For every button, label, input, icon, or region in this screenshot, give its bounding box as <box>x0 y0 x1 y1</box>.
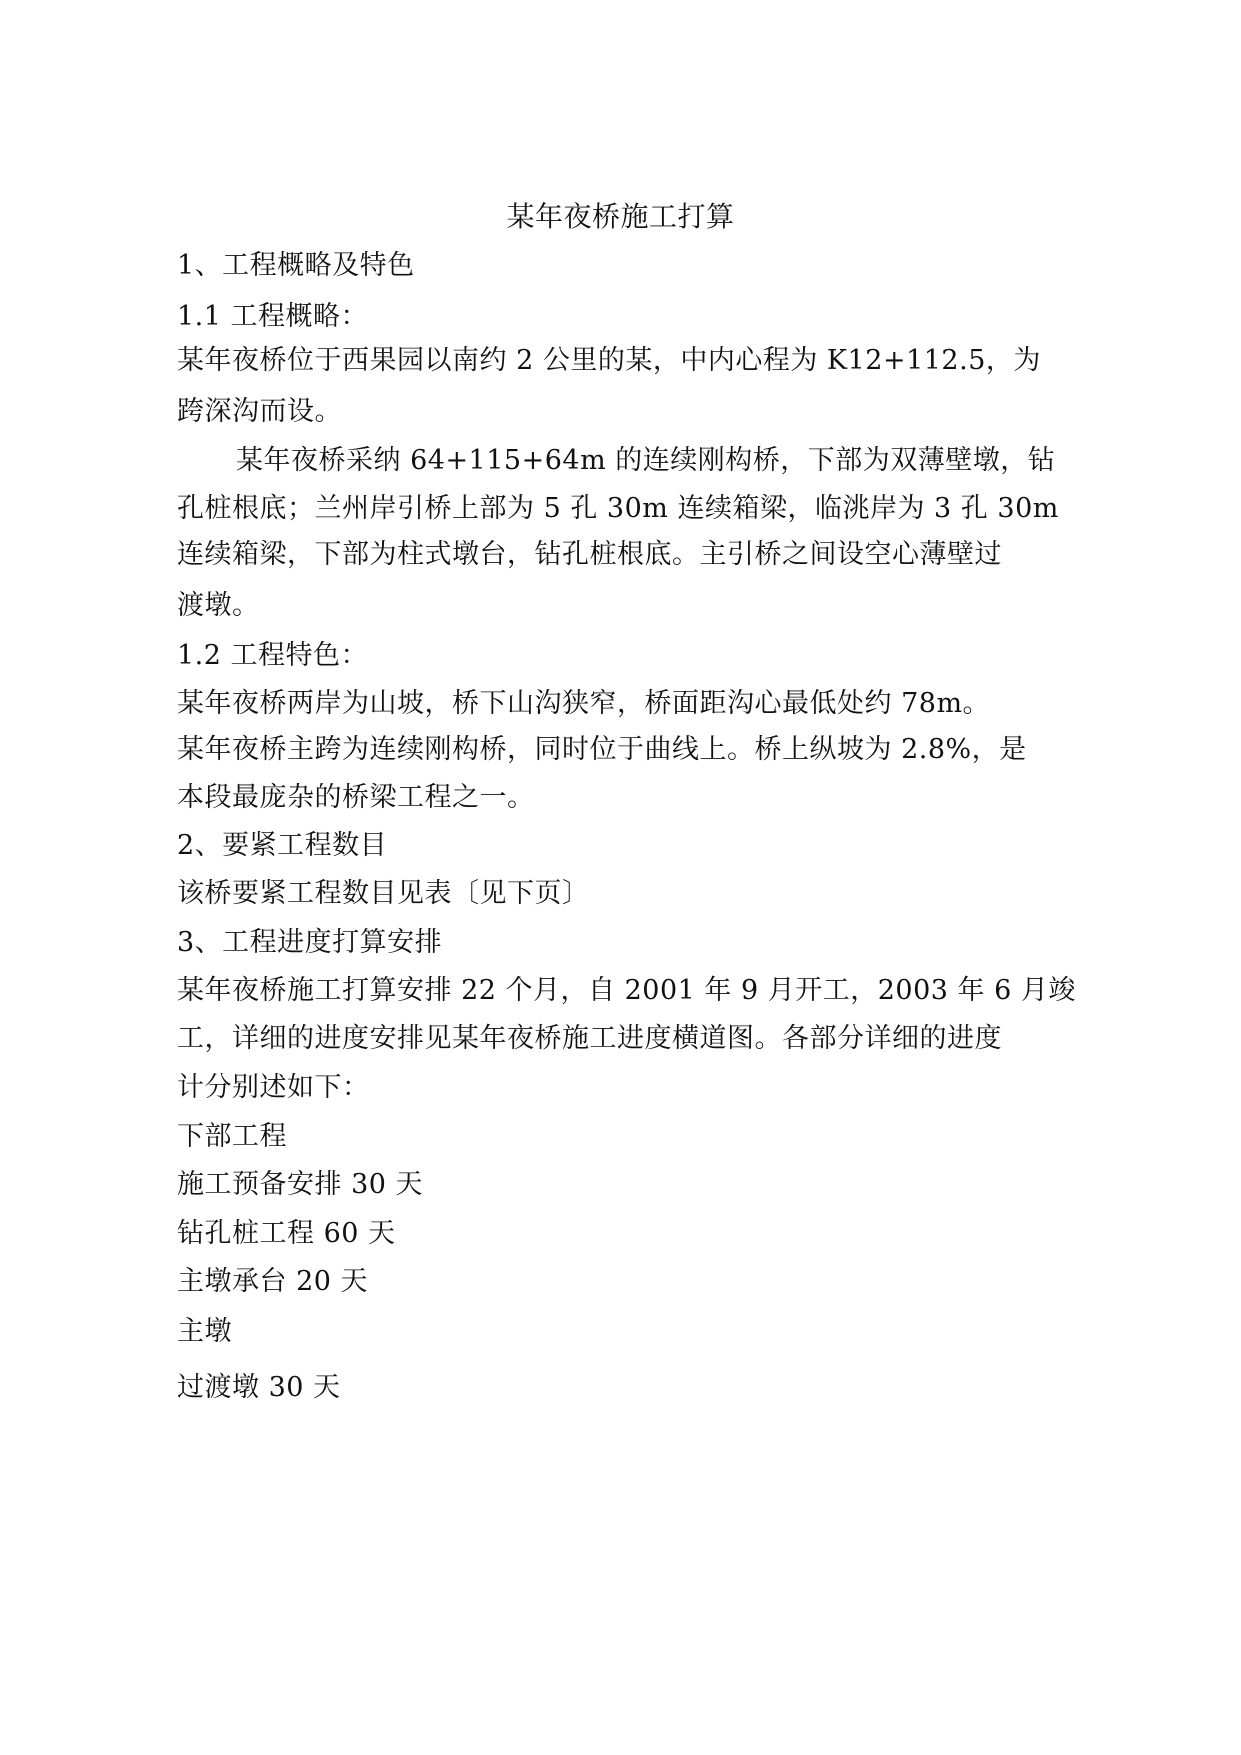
section-heading-2: 2、要紧工程数目 <box>177 830 388 861</box>
list-item: 过渡墩 30 天 <box>177 1372 341 1403</box>
list-item: 主墩承台 20 天 <box>177 1266 369 1297</box>
paragraph-line: 该桥要紧工程数目见表〔见下页〕 <box>177 878 590 909</box>
paragraph-line: 某年夜桥主跨为连续刚构桥，同时位于曲线上。桥上纵坡为 2.8%，是 <box>177 734 1027 765</box>
section-heading-1: 1、工程概略及特色 <box>177 250 415 281</box>
paragraph-line: 某年夜桥采纳 64+115+64m 的连续刚构桥，下部为双薄壁墩，钻 <box>236 445 1056 476</box>
document-title: 某年夜桥施工打算 <box>506 200 735 233</box>
paragraph-line: 本段最庞杂的桥梁工程之一。 <box>177 782 535 813</box>
subsection-heading-1-1: 1.1 工程概略： <box>177 301 369 332</box>
paragraph-line: 某年夜桥两岸为山坡，桥下山沟狭窄，桥面距沟心最低处约 78m。 <box>177 688 991 719</box>
list-item: 下部工程 <box>177 1121 287 1152</box>
list-item: 主墩 <box>177 1316 232 1347</box>
paragraph-line: 某年夜桥位于西果园以南约 2 公里的某，中内心程为 K12+112.5，为 <box>177 345 1041 376</box>
list-item: 钻孔桩工程 60 天 <box>177 1218 396 1249</box>
subsection-heading-1-2: 1.2 工程特色： <box>177 640 369 671</box>
paragraph-line: 连续箱梁，下部为柱式墩台，钻孔桩根底。主引桥之间设空心薄壁过 <box>177 539 1002 570</box>
paragraph-line: 孔桩根底；兰州岸引桥上部为 5 孔 30m 连续箱梁，临洮岸为 3 孔 30m <box>177 493 1059 524</box>
paragraph-line: 计分别述如下： <box>177 1072 370 1103</box>
paragraph-line: 工，详细的进度安排见某年夜桥施工进度横道图。各部分详细的进度 <box>177 1023 1002 1054</box>
paragraph-line: 渡墩。 <box>177 590 260 621</box>
paragraph-line: 某年夜桥施工打算安排 22 个月，自 2001 年 9 月开工，2003 年 6 月竣 <box>177 975 1076 1006</box>
list-item: 施工预备安排 30 天 <box>177 1169 424 1200</box>
section-heading-3: 3、工程进度打算安排 <box>177 927 443 958</box>
paragraph-line: 跨深沟而设。 <box>177 396 342 427</box>
